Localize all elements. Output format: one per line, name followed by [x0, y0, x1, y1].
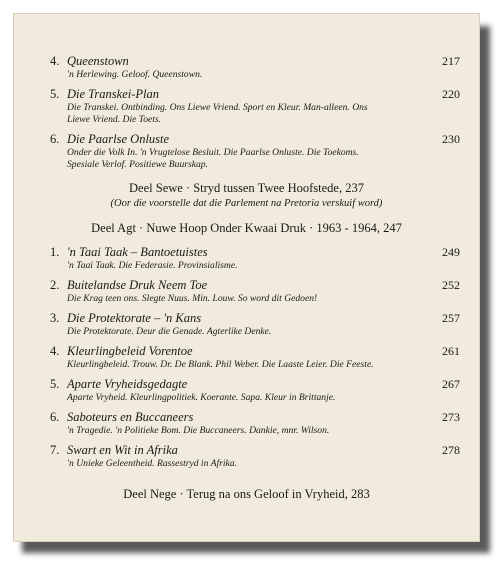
subtopic-line: Die Protektorate. Deur die Genade. Agterlike Denke.: [67, 326, 272, 337]
entry-title-line: [50, 278, 460, 293]
entry-title: Die Transkei-Plan: [67, 87, 160, 101]
entry-page-number: 261: [442, 344, 460, 358]
entry-title: 'n Taai Taak – Bantoetuistes: [67, 245, 208, 259]
entry-title-line: [50, 377, 460, 392]
toc-entry: [50, 410, 460, 437]
entry-page-number: 252: [442, 278, 460, 292]
entry-subtopics: [50, 326, 460, 338]
entry-number: 2.: [50, 278, 60, 292]
entry-title-line: [50, 132, 460, 147]
entry-subtopics: [50, 293, 460, 305]
entry-page-number: 230: [442, 132, 460, 146]
entry-page-number: 257: [442, 311, 460, 325]
entry-subtopics: [50, 260, 460, 272]
subtopic-line: Liewe Vriend. Die Toets.: [67, 114, 162, 125]
entry-title-line: [50, 54, 460, 69]
entry-title: Die Paarlse Onluste: [67, 132, 170, 146]
entry-subtopics: [50, 392, 460, 404]
entry-title-line: [50, 311, 460, 326]
section-heading: Deel Nege · Terug na ons Geloof in Vryheid, 283: [123, 487, 370, 501]
entry-subtopics: [50, 147, 460, 171]
entry-subtopics: [50, 359, 460, 371]
entry-number: 4.: [50, 54, 60, 68]
entry-number: 6.: [50, 410, 60, 424]
entry-subtopics: [50, 425, 460, 437]
subtopic-line: 'n Herlewing. Geloof. Queenstown.: [67, 69, 203, 80]
entry-number: 1.: [50, 245, 60, 259]
entry-page-number: 273: [442, 410, 460, 424]
subtopic-line: 'n Tragedie. 'n Politieke Bom. Die Buccaneers. Dankie, mnr. Wilson.: [67, 425, 330, 436]
subtopic-line: Die Transkei. Ontbinding. Ons Liewe Vriend. Sport en Kleur. Man-alleen. Ons: [67, 102, 368, 113]
subtopic-line: Spesiale Verlof. Positiewe Buurskap.: [67, 159, 208, 170]
entry-title-line: [50, 344, 460, 359]
entry-number: 7.: [50, 443, 60, 457]
toc-entry: [50, 87, 460, 126]
section-heading: Deel Sewe · Stryd tussen Twee Hoofstede, 237: [129, 181, 364, 195]
entry-page-number: 217: [442, 54, 460, 68]
entry-number: 5.: [50, 87, 60, 101]
entry-subtopics: [50, 458, 460, 470]
entry-title-line: [50, 443, 460, 458]
entry-subtopics: [50, 102, 460, 126]
entry-page-number: 220: [442, 87, 460, 101]
entry-subtopics: [50, 69, 460, 81]
toc-entry: [50, 311, 460, 338]
entry-page-number: 267: [442, 377, 460, 391]
toc-entry: [50, 278, 460, 305]
entry-title: Swart en Wit in Afrika: [67, 443, 178, 457]
subtopic-line: 'n Taai Taak. Die Federasie. Provinsialisme.: [67, 260, 238, 271]
toc-entry: [50, 245, 460, 272]
entry-page-number: 249: [442, 245, 460, 259]
subtopic-line: Onder die Volk In. 'n Vrugtelose Besluit. Die Paarlse Onluste. Die Toekoms.: [67, 147, 359, 158]
book-page: [13, 13, 480, 542]
entry-page-number: 278: [442, 443, 460, 457]
entry-title-line: [50, 87, 460, 102]
entry-title-line: [50, 245, 460, 260]
entry-title: Die Protektorate – 'n Kans: [67, 311, 202, 325]
entry-title-line: [50, 410, 460, 425]
toc-entry: [50, 443, 460, 470]
subtopic-line: Die Krag teen ons. Slegte Nuus. Min. Louw. So word dit Gedoen!: [67, 293, 318, 304]
subtopic-line: Aparte Vryheid. Kleurlingpolitiek. Koerante. Sapa. Kleur in Brittanje.: [67, 392, 336, 403]
entry-title: Saboteurs en Buccaneers: [67, 410, 194, 424]
entry-title: Aparte Vryheidsgedagte: [67, 377, 188, 391]
toc-entry: [50, 132, 460, 171]
entry-title: Buitelandse Druk Neem Toe: [67, 278, 208, 292]
entry-number: 6.: [50, 132, 60, 146]
subtopic-line: Kleurlingbeleid. Trouw. Dr. De Blank. Phil Weber. Die Laaste Leier. Die Feeste.: [67, 359, 374, 370]
toc-entry: [50, 377, 460, 404]
section-heading: Deel Agt · Nuwe Hoop Onder Kwaai Druk · 1963 - 1964, 247: [91, 221, 402, 235]
entry-title: Queenstown: [67, 54, 129, 68]
toc-entry: [50, 54, 460, 81]
entry-number: 3.: [50, 311, 60, 325]
entry-number: 5.: [50, 377, 60, 391]
section-subheading: (Oor die voorstelle dat die Parlement na Pretoria verskuif word): [110, 198, 383, 209]
subtopic-line: 'n Unieke Geleentheid. Rassestryd in Afrika.: [67, 458, 237, 469]
entry-title: Kleurlingbeleid Vorentoe: [67, 344, 193, 358]
entry-number: 4.: [50, 344, 60, 358]
toc-entry: [50, 344, 460, 371]
